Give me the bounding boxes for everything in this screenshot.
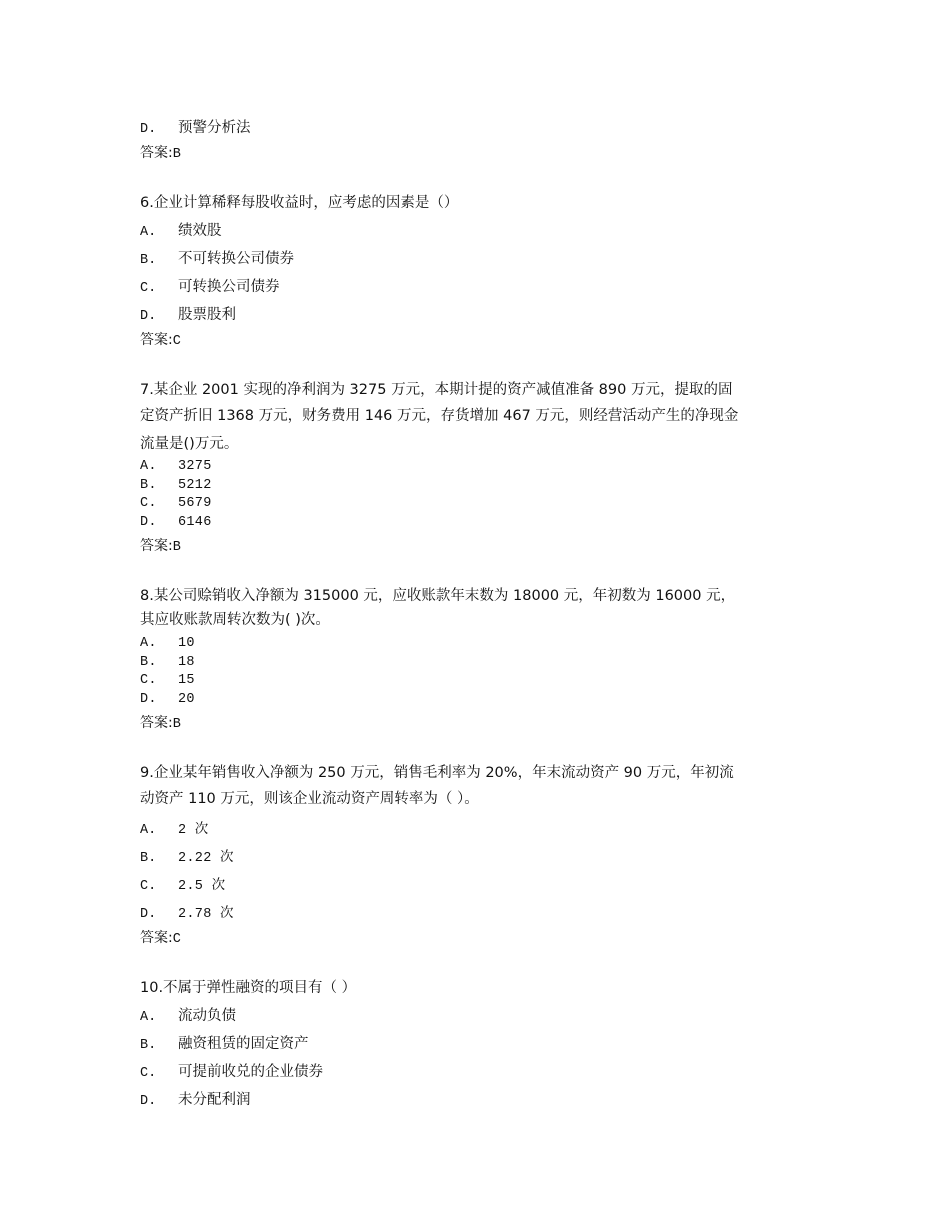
option-text: 可转换公司债券 [178,279,280,295]
option-letter: B. [140,851,157,866]
q10-option-c [140,1060,820,1086]
option-text: 流动负债 [178,1008,236,1024]
q6-option-a [140,219,820,245]
answer-value: C [172,932,181,947]
option-letter: D. [140,309,157,324]
q7-answer [140,534,820,560]
answer-value: B [172,147,181,162]
option-letter: A. [140,459,157,474]
q7-option-d [140,513,820,533]
q8-option-b [140,653,820,673]
q8-option-d [140,690,820,710]
q9-title-line-2: 动资产 110 万元，则该企业流动资产周转率为（ ）。 [140,791,479,807]
option-text: 20 [178,692,195,707]
q5-option-d [140,116,820,142]
option-letter: C. [140,879,157,894]
q6-option-b [140,247,820,273]
q9-option-b [140,845,820,871]
option-letter: A. [140,225,157,240]
option-text: 3275 [178,459,212,474]
option-letter: A. [140,823,157,838]
option-text: 可提前收兑的企业债券 [178,1064,323,1080]
option-text: 18 [178,655,195,670]
option-text: 不可转换公司债券 [178,251,294,267]
q7-option-b [140,476,820,496]
q9-option-d [140,901,820,927]
q7-title-line-1: 7.某企业 2001 实现的净利润为 3275 万元，本期计提的资产减值准备 890 万元，提取的固 [140,382,733,398]
q10-option-b [140,1032,820,1058]
option-text: 10 [178,636,195,651]
answer-label: 答案: [140,145,173,161]
option-letter: D. [140,1094,157,1109]
answer-label: 答案: [140,715,173,731]
option-text: 2.5 次 [178,879,226,894]
option-text: 6146 [178,515,212,530]
option-text: 预警分析法 [178,120,251,136]
q7-option-a [140,457,820,477]
q9-title-line-1: 9.企业某年销售收入净额为 250 万元，销售毛利率为 20%，年末流动资产 90 万元，年初流 [140,765,734,781]
option-letter: C. [140,673,157,688]
option-text: 2 次 [178,823,209,838]
q7-title-line-3: 流量是()万元。 [140,436,239,452]
answer-label: 答案: [140,930,173,946]
option-letter: C. [140,281,157,296]
option-text: 未分配利润 [178,1092,251,1108]
q7-option-c [140,494,820,514]
option-text: 5212 [178,478,212,493]
option-text: 2.22 次 [178,851,234,866]
option-letter: C. [140,496,157,511]
option-text: 15 [178,673,195,688]
option-letter: D. [140,907,157,922]
q9-option-a [140,817,820,843]
option-letter: B. [140,655,157,670]
q10-option-a [140,1004,820,1030]
answer-value: C [172,334,181,349]
option-text: 5679 [178,496,212,511]
q5-answer [140,141,820,167]
q8-title-line-1: 8.某公司赊销收入净额为 315000 元，应收账款年末数为 18000 元，年初数为 16000 元， [140,588,736,604]
q6-option-d [140,303,820,329]
option-text: 股票股利 [178,307,236,323]
option-letter: D. [140,515,157,530]
q9-option-c [140,873,820,899]
answer-label: 答案: [140,538,173,554]
option-text: 2.78 次 [178,907,234,922]
answer-value: B [172,540,181,555]
option-letter: A. [140,1010,157,1025]
option-text: 融资租赁的固定资产 [178,1036,309,1052]
q7-title-line-2: 定资产折旧 1368 万元，财务费用 146 万元，存货增加 467 万元，则经营活动产生的净现金 [140,408,739,424]
q8-answer [140,711,820,737]
option-letter: C. [140,1066,157,1081]
option-text: 绩效股 [178,223,222,239]
q10-title: 10.不属于弹性融资的项目有（ ） [140,980,357,996]
q9-answer [140,926,820,952]
option-letter: D. [140,122,157,137]
q6-title: 6.企业计算稀释每股收益时，应考虑的因素是（） [140,195,459,211]
q8-title-line-2: 其应收账款周转次数为( )次。 [140,612,330,628]
option-letter: B. [140,478,157,493]
option-letter: D. [140,692,157,707]
q8-option-a [140,634,820,654]
answer-label: 答案: [140,332,173,348]
option-letter: B. [140,253,157,268]
q6-answer [140,328,820,354]
option-letter: B. [140,1038,157,1053]
q6-option-c [140,275,820,301]
option-letter: A. [140,636,157,651]
answer-value: B [172,717,181,732]
q10-option-d [140,1088,820,1114]
q8-option-c [140,671,820,691]
